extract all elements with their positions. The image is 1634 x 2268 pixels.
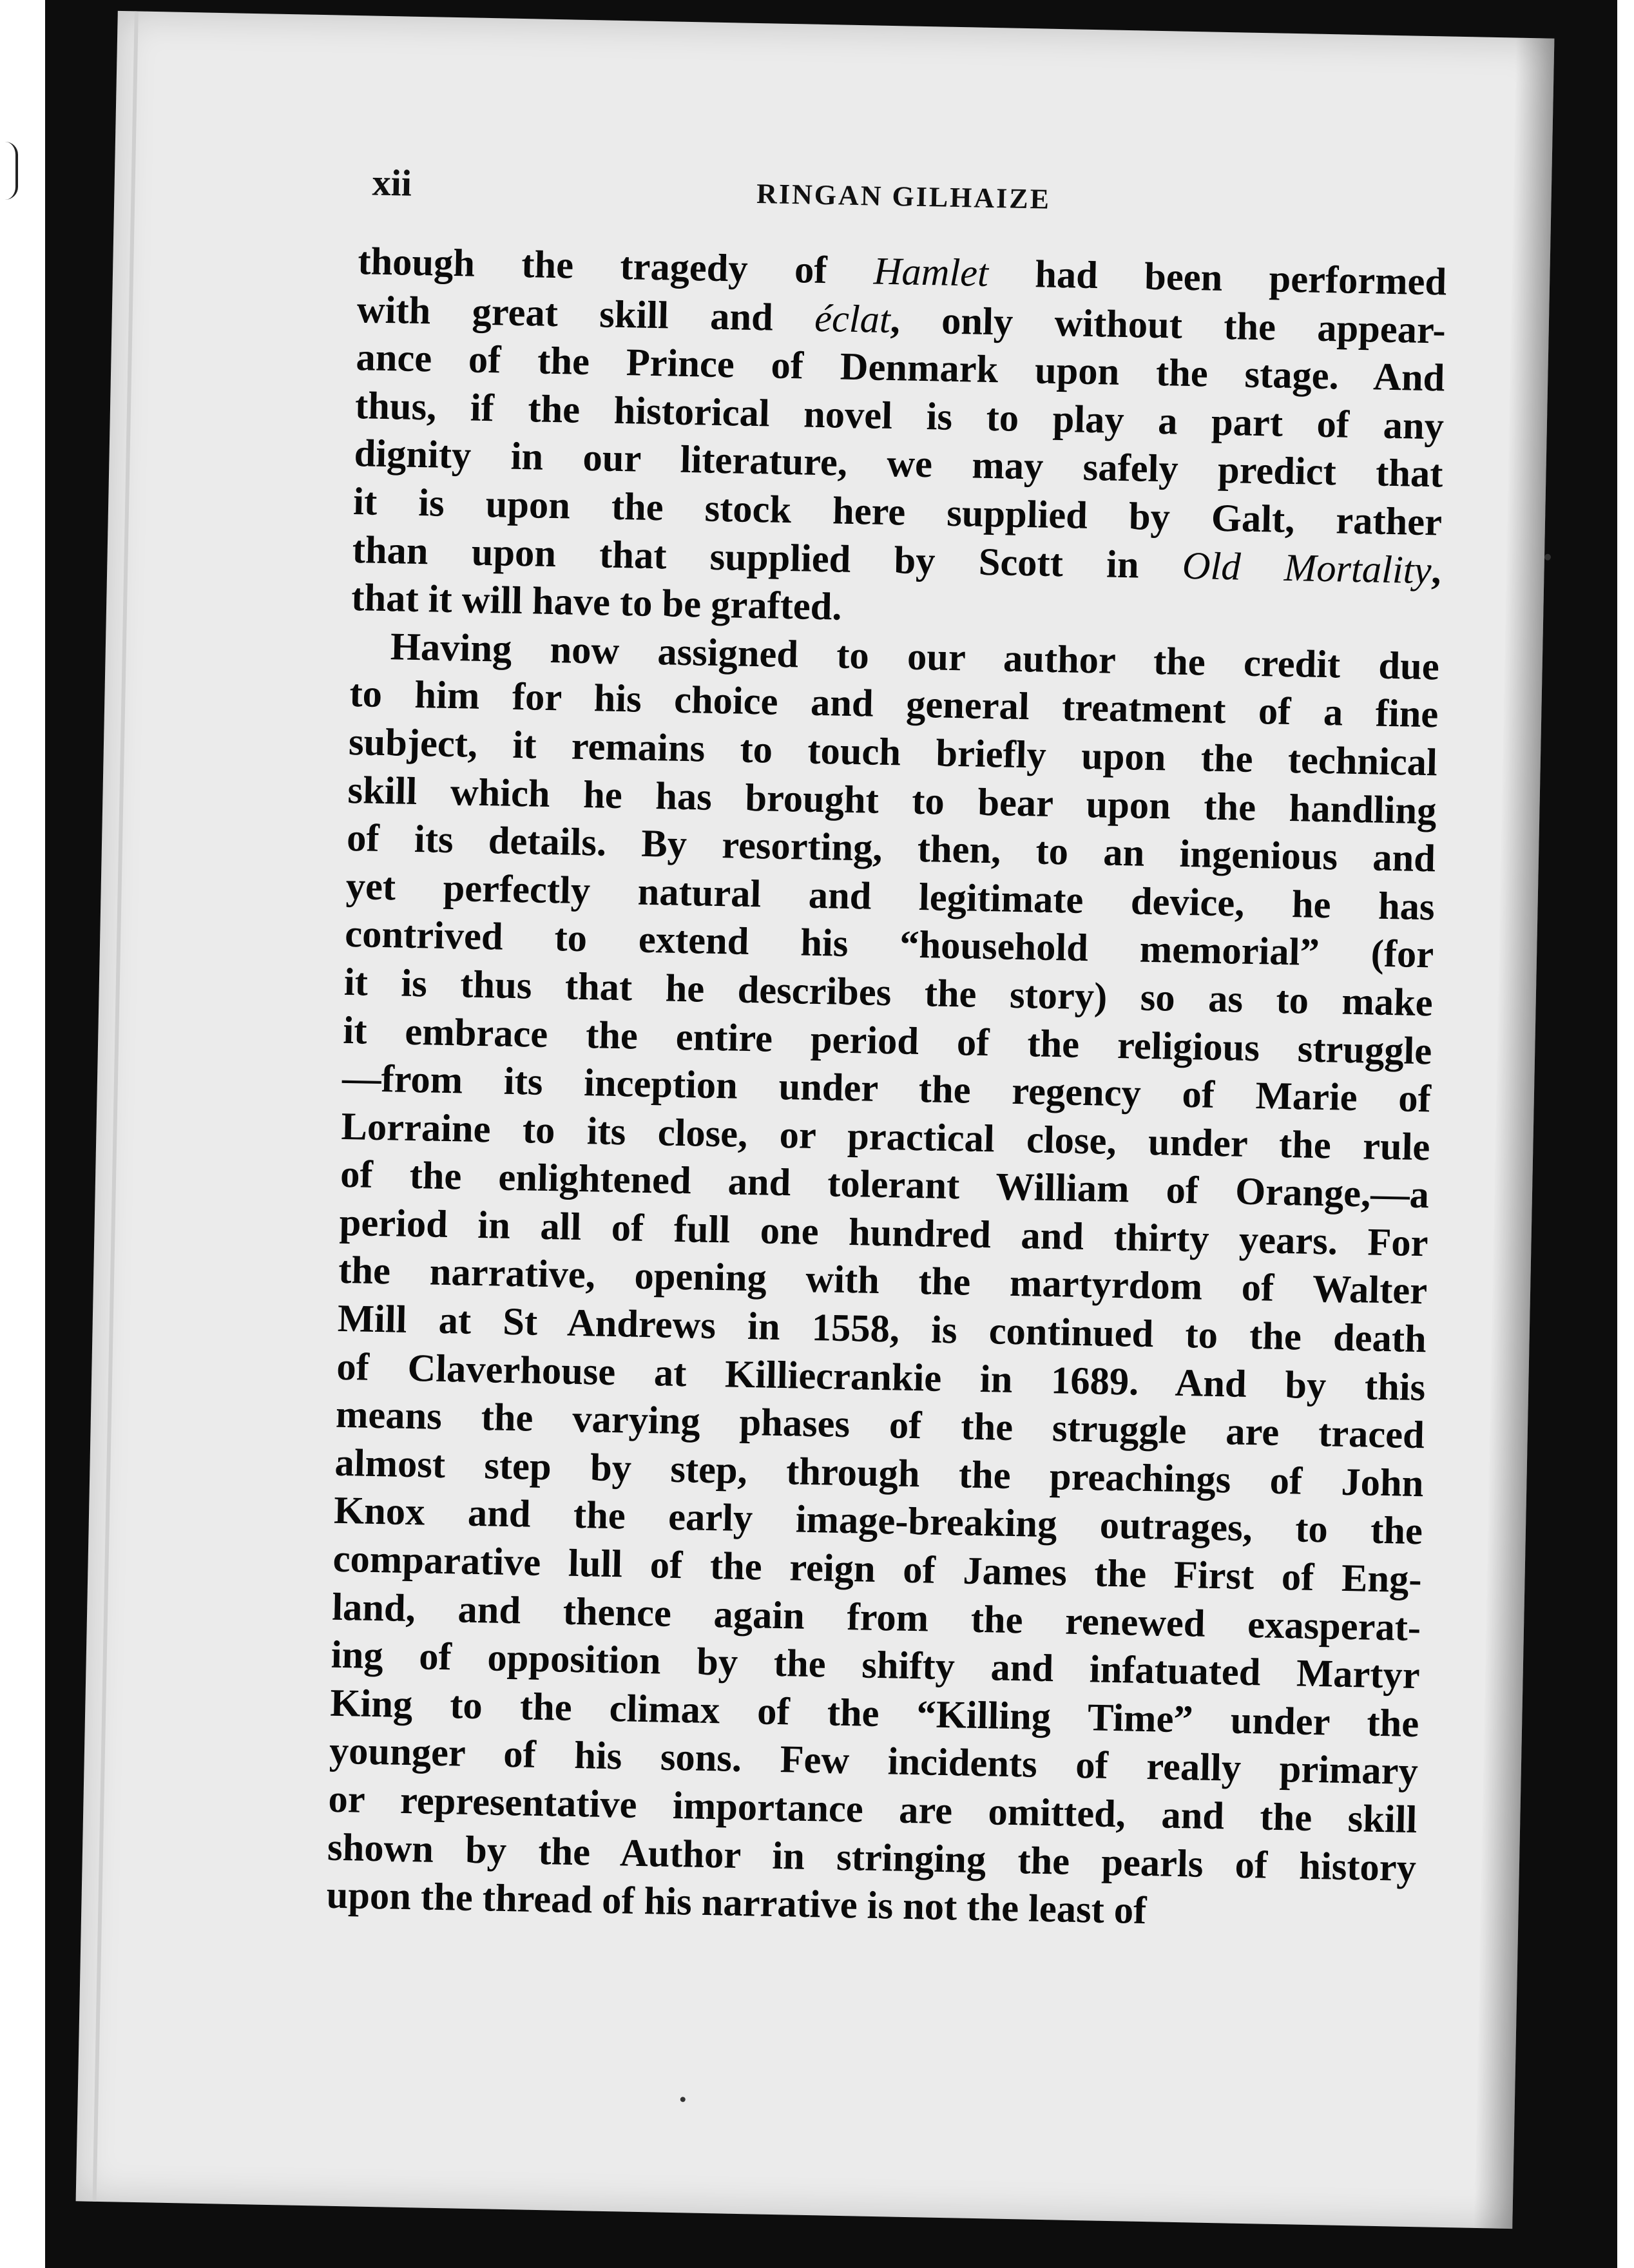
text-line: thus, if the historical novel is to play a part of any [354,383,1445,448]
text-line: it is thus that he describes the story) so as to make [343,960,1434,1025]
text-line: skill which he has brought to bear upon the handling [347,768,1437,832]
text-line: shown by the Author in stringing the pearls of history [327,1825,1417,1890]
text-line: to him for his choice and general treatment of a fine [349,672,1439,736]
running-head: RINGAN GILHAIZE [756,177,1052,215]
text-line: with great skill and éclat, only without the appear- [356,287,1447,352]
text-line: means the varying phases of the struggle are traced [335,1393,1425,1457]
text-line: dignity in our literature, we may safely predict that [354,432,1444,496]
text-line: younger of his sons. Few incidents of really primary [329,1729,1419,1794]
body-text [326,238,1447,1941]
text-line: subject, it remains to touch briefly upon the technical [348,720,1438,785]
text-line: Lorraine to its close, or practical close, under the rule [341,1104,1431,1169]
text-line: it is upon the stock here supplied by Galt, rather [352,480,1443,544]
text-line: the narrative, opening with the martyrdom of Walter [338,1249,1428,1313]
text-line: —from its inception under the regency of Marie of [341,1056,1432,1121]
text-line: it embrace the entire period of the religious struggle [342,1008,1432,1073]
text-line: contrived to extend his “household memorial” (for [344,912,1434,977]
text-line: of the enlightened and tolerant William of Orange,—a [340,1153,1430,1217]
text-line: though the tragedy of Hamlet had been performed [357,240,1447,304]
paragraph [326,622,1439,1941]
text-line: ance of the Prince of Denmark upon the stage. And [355,336,1445,400]
text-line: comparative lull of the reign of James the First of Eng- [332,1537,1423,1602]
text-line: yet perfectly natural and legitimate device, he has [345,864,1436,929]
scan-speck [1544,554,1551,561]
text-line: land, and thence again from the renewed exasperat- [331,1585,1421,1649]
text-line: of Claverhouse at Killiecrankie in 1689. And by this [336,1345,1426,1409]
text-line: King to the climax of the “Killing Time” under the [329,1681,1419,1745]
text-line: Mill at St Andrews in 1558, is continued to the death [337,1296,1427,1361]
text-line: Knox and the early image-breaking outrages, to the [333,1489,1423,1553]
paragraph [351,238,1447,643]
text-line: ing of opposition by the shifty and infatuated Martyr [331,1633,1421,1698]
text-line: or representative importance are omitted, and the skill [327,1777,1418,1842]
book-page [76,11,1555,2229]
text-line: almost step by step, through the preachings of John [334,1441,1424,1506]
margin-mark [5,142,18,200]
text-line: period in all of full one hundred and thirty years. For [339,1200,1429,1265]
page-header [372,161,1436,233]
text-line: upon the thread of his narrative is not the least of [326,1873,1147,1933]
text-line: that it will have to be grafted. [351,576,843,629]
text-line: Having now assigned to our author the credit due [390,624,1440,689]
text-line: than upon that supplied by Scott in Old Mortality, [352,528,1442,593]
scan-speck [680,2097,686,2102]
page-number: xii [372,161,412,204]
text-line: of its details. By resorting, then, to an ingenious and [346,816,1436,881]
